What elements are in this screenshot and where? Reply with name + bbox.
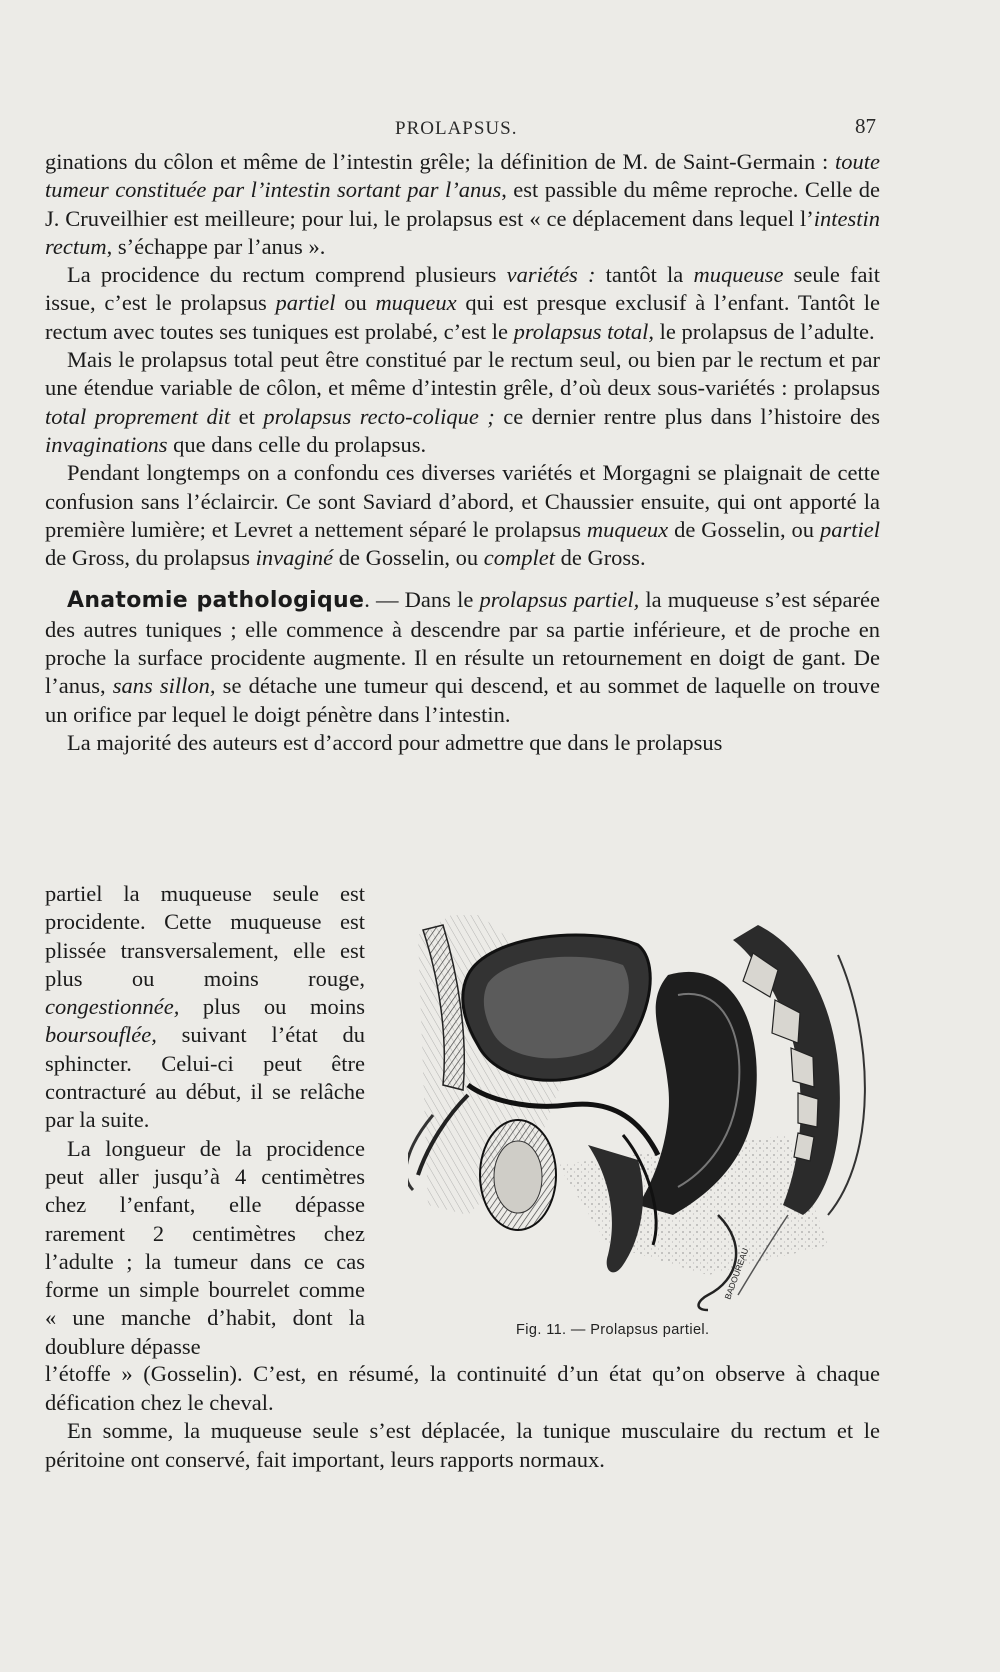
paragraph-mucosa: partiel la muqueuse seule est procidente. Cette muqueuse est plissée transversalement, elle est plus ou moins rouge, congestionnée, plus ou moins boursouflée, suivant l’état du sphincter. Celui-ci peut être contracturé au début, il se relâche par la suite. xyxy=(45,881,365,1133)
paragraph-summary-b: En somme, la muqueuse seule s’est déplacée, la tunique musculaire du rectum et le péritoine ont conservé, fait important, leurs rapports normaux. xyxy=(45,1418,880,1472)
engraver-signature: BADOUREAU xyxy=(722,1246,751,1301)
section-heading: Anatomie pathologique xyxy=(67,588,365,614)
bottom-text-block xyxy=(45,1360,880,1474)
anatomical-figure xyxy=(408,915,878,1315)
paragraph-continuation: ginations du côlon et même de l’intestin grêle; la définition de M. de Saint-Germain : toute tumeur constituée par l’intestin sortant par l’anus, est passible du même reproche. Celle de J. Cruveilhier est meilleure; pour lui, le prolapsus est « ce déplacement dans lequel l’intestin rectum, s’échappe par l’anus ». xyxy=(45,149,880,259)
paragraph-summary-a: l’étoffe » (Gosselin). C’est, en résumé, la continuité d’un état qu’on observe à chaque défication chez le cheval. xyxy=(45,1361,880,1415)
running-title: PROLAPSUS. xyxy=(395,118,518,139)
figure-caption: Fig. 11. — Prolapsus partiel. xyxy=(516,1322,710,1338)
paragraph-history: Pendant longtemps on a confondu ces diverses variétés et Morgagni se plaignait de cette confusion sans l’éclaircir. Ce sont Saviard d’abord, et Chaussier ensuite, qui ont apporté la première lumière; et Levret a nettement séparé le prolapsus muqueux de Gosselin, ou partiel de Gross, du prolapsus invaginé de Gosselin, ou complet de Gross. xyxy=(45,460,880,571)
main-text-block xyxy=(45,148,880,757)
page-number: 87 xyxy=(855,114,876,138)
paragraph-varieties: La procidence du rectum comprend plusieurs variétés : tantôt la muqueuse seule fait issue, c’est le prolapsus partiel ou muqueux qui est presque exclusif à l’enfant. Tantôt le rectum avec toutes ses tuniques est prolabé, c’est le prolapsus total, le prolapsus de l’adulte. xyxy=(45,262,880,344)
paragraph-total-prolapse: Mais le prolapsus total peut être constitué par le rectum seul, ou bien par le rectum et par une étendue variable de côlon, et même d’intestin grêle, d’où deux sous-variétés : prolapsus total proprement dit et prolapsus recto-colique ; ce dernier rentre plus dans l’histoire des invaginations que dans celle du prolapsus. xyxy=(45,347,880,457)
wrapped-text-column xyxy=(45,880,365,1361)
paragraph-pathology: Anatomie pathologique. — Dans le prolapsus partiel, la muqueuse s’est séparée des autres tuniques ; elle commence à descendre par sa partie inférieure, et de proche en proche la surface procidente augmente. Il en résulte un retournement en doigt de gant. De l’anus, sans sillon, se détache une tumeur qui descend, et au sommet de laquelle on trouve un orifice par lequel le doigt pénètre dans l’intestin. xyxy=(45,587,881,727)
pelvis-section-illustration xyxy=(408,915,878,1315)
paragraph-majority: La majorité des auteurs est d’accord pour admettre que dans le prolapsus xyxy=(67,729,723,755)
paragraph-length: La longueur de la procidence peut aller jusqu’à 4 centimètres chez l’enfant, elle dépasse rarement 2 centimètres chez l’adulte ; la tumeur dans ce cas forme un simple bourrelet comme « une manche d’habit, dont la doublure dépasse xyxy=(45,1135,365,1359)
